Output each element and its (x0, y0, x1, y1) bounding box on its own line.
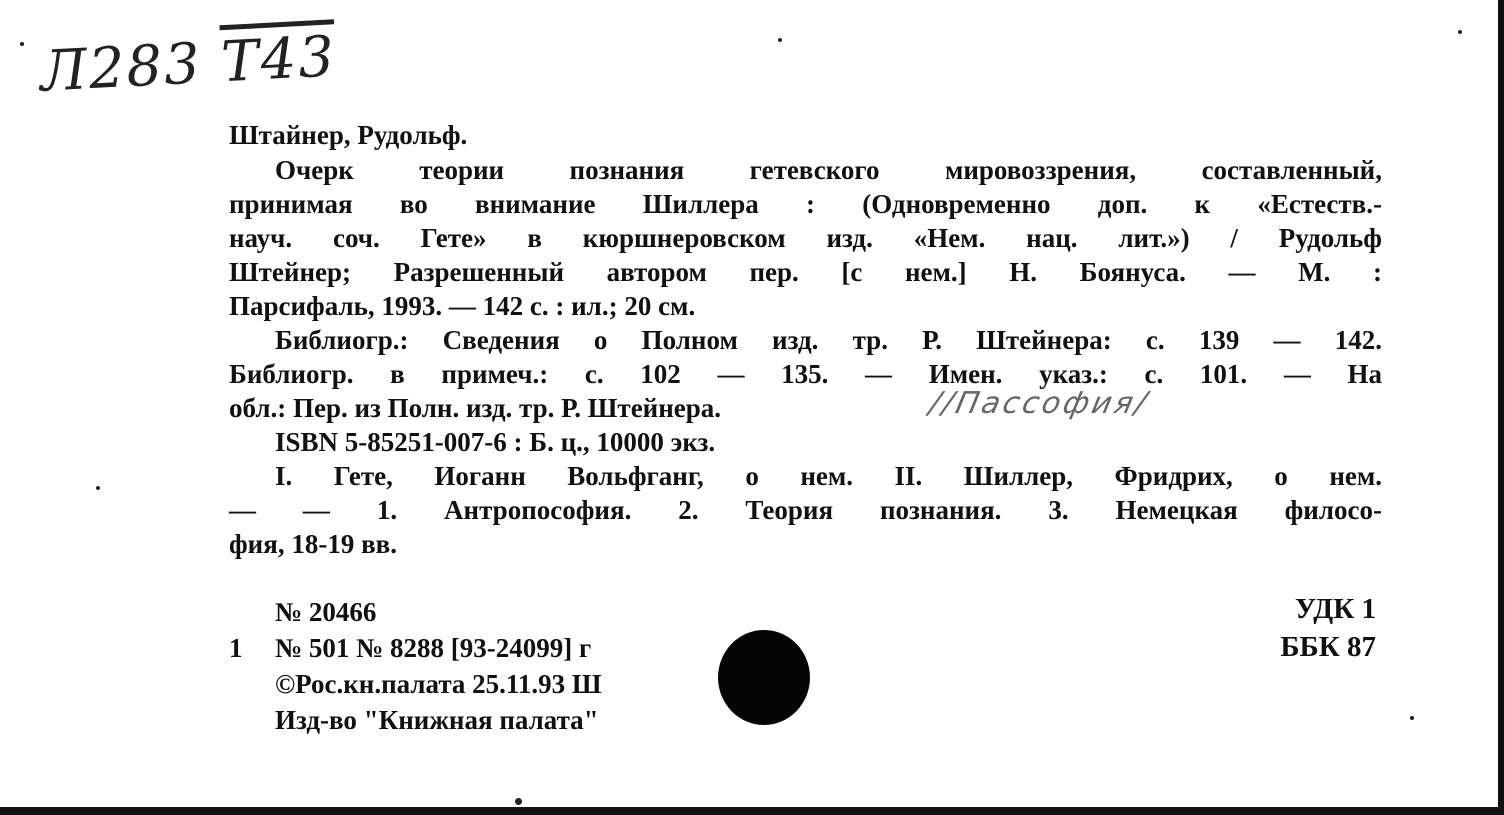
scan-speck (515, 798, 522, 805)
copyright-line: ©Рос.кн.палата 25.11.93 Ш (275, 669, 602, 699)
handwritten-shelf-mark (39, 24, 338, 104)
shelf-mark-a: Л283 (38, 31, 204, 105)
body-line-5: Парсифаль, 1993. — 142 с. : ил.; 20 см. (229, 291, 696, 321)
card-number: № 20466 (275, 597, 377, 627)
body-line-4: Штейнер; Разрешенный автором пер. [с нем.] Н. Боянуса. — М. : (229, 257, 1382, 287)
isbn-line: ISBN 5-85251-007-6 : Б. ц., 10000 экз. (275, 427, 716, 457)
bbk-code: ББК 87 (1280, 631, 1376, 663)
subjects-line-3: фия, 18-19 вв. (229, 529, 397, 559)
handwritten-margin-note: //Пассофия/ (926, 386, 1153, 421)
punch-hole (718, 630, 810, 725)
record-heading: Штайнер, Рудольф. (229, 120, 468, 150)
publisher-line: Изд-во "Книжная палата" (275, 705, 599, 735)
scan-speck (20, 42, 24, 46)
subjects-line-1: I. Гете, Иоганн Вольфганг, о нем. II. Шиллер, Фридрих, о нем. (275, 461, 1382, 491)
subjects-line-2: — — 1. Антропософия. 2. Теория познания. 3. Немецкая филосо- (229, 495, 1382, 525)
scan-speck (778, 38, 782, 42)
udk-code: УДК 1 (1294, 593, 1376, 625)
scan-speck (1410, 716, 1414, 720)
body-line-3: науч. соч. Гете» в кюршнеровском изд. «Нем. нац. лит.») / Рудольф (229, 223, 1382, 253)
scan-speck (96, 486, 100, 490)
body-line-1: Очерк теории познания гетевского мировоззрения, составленный, (275, 155, 1382, 185)
copy-count: 1 (229, 633, 243, 663)
scan-speck (1458, 30, 1462, 34)
shelf-mark-b: Т43 (219, 24, 338, 96)
notes-line-3: обл.: Пер. из Полн. изд. тр. Р. Штейнера. (229, 393, 722, 423)
notes-line-1: Библиогр.: Сведения о Полном изд. тр. Р. Штейнера: с. 139 — 142. (275, 325, 1382, 355)
notes-line-2: Библиогр. в примеч.: с. 102 — 135. — Имен. указ.: с. 101. — На (229, 359, 1382, 389)
body-line-2: принимая во внимание Шиллера : (Одновременно доп. к «Естеств.- (229, 189, 1382, 219)
order-line: № 501 № 8288 [93-24099] г (275, 633, 592, 663)
